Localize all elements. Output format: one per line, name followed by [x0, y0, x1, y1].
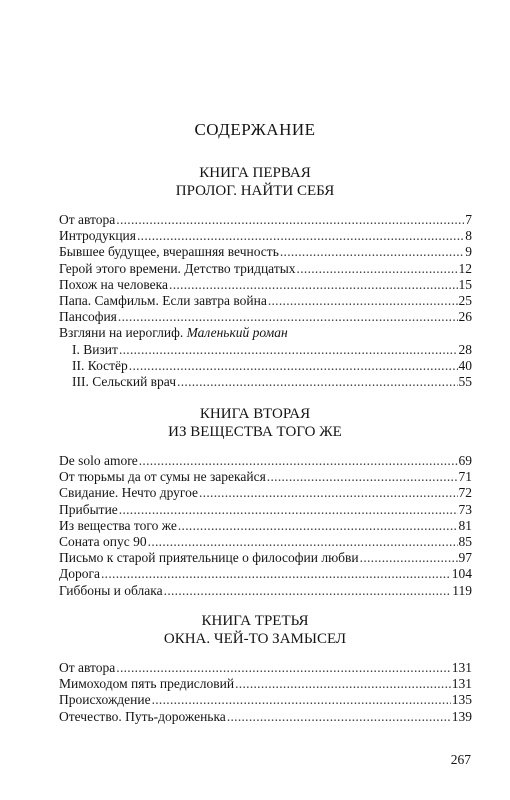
toc-entry [59, 518, 472, 534]
toc-entry-title [59, 518, 177, 534]
book-label: КНИГА ВТОРАЯ [199, 406, 311, 422]
toc-entry-page: 119 [452, 582, 472, 598]
toc-entry-title-text: Бывшее будущее, вчерашняя вечность [59, 244, 279, 260]
toc-entry-title [59, 293, 267, 309]
dot-leader [119, 502, 458, 518]
toc-entry [59, 374, 472, 390]
toc-entry-title [59, 212, 115, 228]
dot-leader [139, 453, 458, 469]
toc-entry [59, 550, 472, 566]
toc-entry-title [59, 261, 296, 277]
toc-entry-page: 131 [451, 660, 472, 675]
toc-entry-title [59, 469, 266, 485]
toc-entry [59, 277, 472, 293]
dot-leader [297, 261, 458, 277]
toc-entry [59, 358, 472, 374]
dot-leader [119, 342, 458, 358]
book-title: ИЗ ВЕЩЕСТВА ТОГО ЖЕ [168, 424, 342, 440]
toc-entry-title [59, 485, 198, 501]
toc-entry-title-text: De solo amore [59, 453, 138, 468]
toc-entry-title-text: Происхождение [59, 692, 151, 708]
dot-leader [178, 518, 458, 534]
book-heading [0, 612, 510, 648]
toc-entry-title [72, 358, 128, 374]
toc-entry-page: 9 [465, 244, 472, 260]
toc-entry-title [59, 277, 168, 293]
toc-entry-title [59, 660, 115, 676]
toc-entry-title-text: Дорога [59, 566, 100, 582]
toc-entry-title [59, 325, 288, 341]
dot-leader [116, 212, 464, 228]
toc-entry-title-text: Взгляни на иероглиф. [59, 325, 184, 341]
toc-entry-title-text: Папа. Самфильм. Если завтра война [59, 292, 267, 308]
toc-entry-title [59, 692, 151, 708]
toc-entry-page: 55 [458, 373, 472, 389]
toc-entry-title-text: Соната опус 90 [59, 533, 147, 549]
toc-list [59, 660, 472, 725]
book-heading [0, 164, 510, 200]
toc-entry-page: 85 [458, 533, 472, 549]
toc-entry-title-text: II. Костёр [72, 357, 128, 373]
dot-leader [280, 244, 464, 260]
toc-entry [59, 342, 472, 358]
dot-leader [129, 358, 458, 374]
toc-entry-page: 139 [451, 708, 472, 724]
toc-entry [59, 228, 472, 244]
toc-entry [59, 534, 472, 550]
toc-entry-page: 72 [458, 485, 472, 501]
toc-entry-page: 15 [458, 276, 472, 292]
dot-leader [152, 692, 451, 708]
toc-entry-title-text: Мимоходом пять предисловий [59, 676, 235, 692]
toc-entry-title [59, 534, 147, 550]
toc-entry-page: 8 [465, 228, 472, 244]
toc-entry-title-text: От автора [59, 212, 116, 227]
dot-leader [116, 660, 450, 676]
toc-entry-title [59, 550, 359, 566]
toc-entry-title [59, 709, 226, 725]
toc-entry-title [59, 566, 100, 582]
toc-entry-title-text: Свидание. Нечто другое [59, 485, 198, 501]
dot-leader [235, 676, 451, 692]
dot-leader [137, 228, 464, 244]
toc-entry [59, 692, 472, 708]
toc-entry-title [59, 228, 136, 244]
toc-entry [59, 293, 472, 309]
toc-entry-page: 73 [458, 501, 472, 517]
toc-entry-page: 7 [465, 212, 472, 227]
toc-entry-page: 97 [458, 550, 472, 566]
dot-leader [164, 583, 452, 599]
dot-leader [169, 277, 457, 293]
toc-entry-title [59, 309, 117, 325]
toc-entry-title-text: От тюрьмы да от сумы не зарекайся [59, 469, 266, 485]
page-number: 267 [450, 752, 471, 767]
book-label: КНИГА ТРЕТЬЯ [201, 613, 309, 629]
book-title: ПРОЛОГ. НАЙТИ СЕБЯ [175, 183, 335, 199]
book-heading [0, 405, 510, 441]
book-label: КНИГА ПЕРВАЯ [199, 165, 311, 181]
toc-entry-page: 26 [458, 309, 472, 325]
toc-entry-title-text: Похож на человека [59, 276, 169, 292]
dot-leader [177, 374, 457, 390]
toc-entry [59, 502, 472, 518]
toc-entry-title [59, 676, 234, 692]
toc-entry-page: 104 [451, 566, 472, 582]
dot-leader [148, 534, 458, 550]
toc-entry-title-text: Герой этого времени. Детство тридцатых [59, 260, 296, 276]
dot-leader [267, 469, 458, 485]
book-title: ОКНА. ЧЕЙ-ТО ЗАМЫСЕЛ [163, 631, 347, 647]
dot-leader [199, 485, 458, 501]
toc-entry-title-text: От автора [59, 660, 116, 675]
toc-entry-title-text: Интродукция [59, 228, 136, 244]
toc-entry-page: 69 [458, 453, 472, 468]
dot-leader [227, 709, 451, 725]
toc-entry-title [72, 342, 118, 358]
toc-entry-page: 28 [458, 341, 472, 357]
toc-list [59, 453, 472, 599]
toc-entry-page: 71 [458, 469, 472, 485]
toc-entry [59, 583, 472, 599]
dot-leader [101, 566, 451, 582]
dot-leader [118, 309, 458, 325]
toc-entry-page: 131 [451, 676, 472, 692]
toc-entry-title-text: I. Визит [72, 341, 118, 357]
toc-entry-title-text: Письмо к старой приятельнице о философии любви [59, 550, 359, 566]
dot-leader [268, 293, 458, 309]
toc-entry [59, 325, 472, 341]
toc-entry [59, 469, 472, 485]
toc-entry-title [59, 453, 138, 469]
toc-entry-title [59, 244, 279, 260]
toc-entry [59, 261, 472, 277]
toc-entry-title-italic: Маленький роман [186, 325, 288, 341]
toc-entry [59, 485, 472, 501]
toc-entry-page: 25 [458, 292, 472, 308]
toc-entry-title-text: Пансофия [59, 309, 117, 325]
toc-entry [59, 676, 472, 692]
toc-entry-title-text: Прибытие [59, 501, 118, 517]
toc-entry-title-text: Отечество. Путь-дороженька [59, 708, 226, 724]
toc-entry-title [59, 502, 118, 518]
toc-entry [59, 309, 472, 325]
toc-entry-page: 81 [458, 517, 472, 533]
toc-entry-page: 40 [458, 357, 472, 373]
toc-entry [59, 566, 472, 582]
page-title: СОДЕРЖАНИЕ [194, 120, 316, 139]
toc-entry-title-text: III. Сельский врач [72, 373, 177, 389]
toc-entry-page: 12 [458, 260, 472, 276]
toc-entry [59, 453, 472, 469]
toc-entry-title [72, 374, 176, 390]
toc-entry [59, 709, 472, 725]
toc-entry-title [59, 583, 163, 599]
dot-leader [360, 550, 458, 566]
toc-entry [59, 660, 472, 676]
toc-entry [59, 212, 472, 228]
toc-entry-title-text: Из вещества того же [59, 517, 177, 533]
toc-entry [59, 244, 472, 260]
toc-entry-title-text: Гиббоны и облака [59, 582, 163, 598]
toc-entry-page: 135 [451, 692, 472, 708]
toc-list [59, 212, 472, 390]
